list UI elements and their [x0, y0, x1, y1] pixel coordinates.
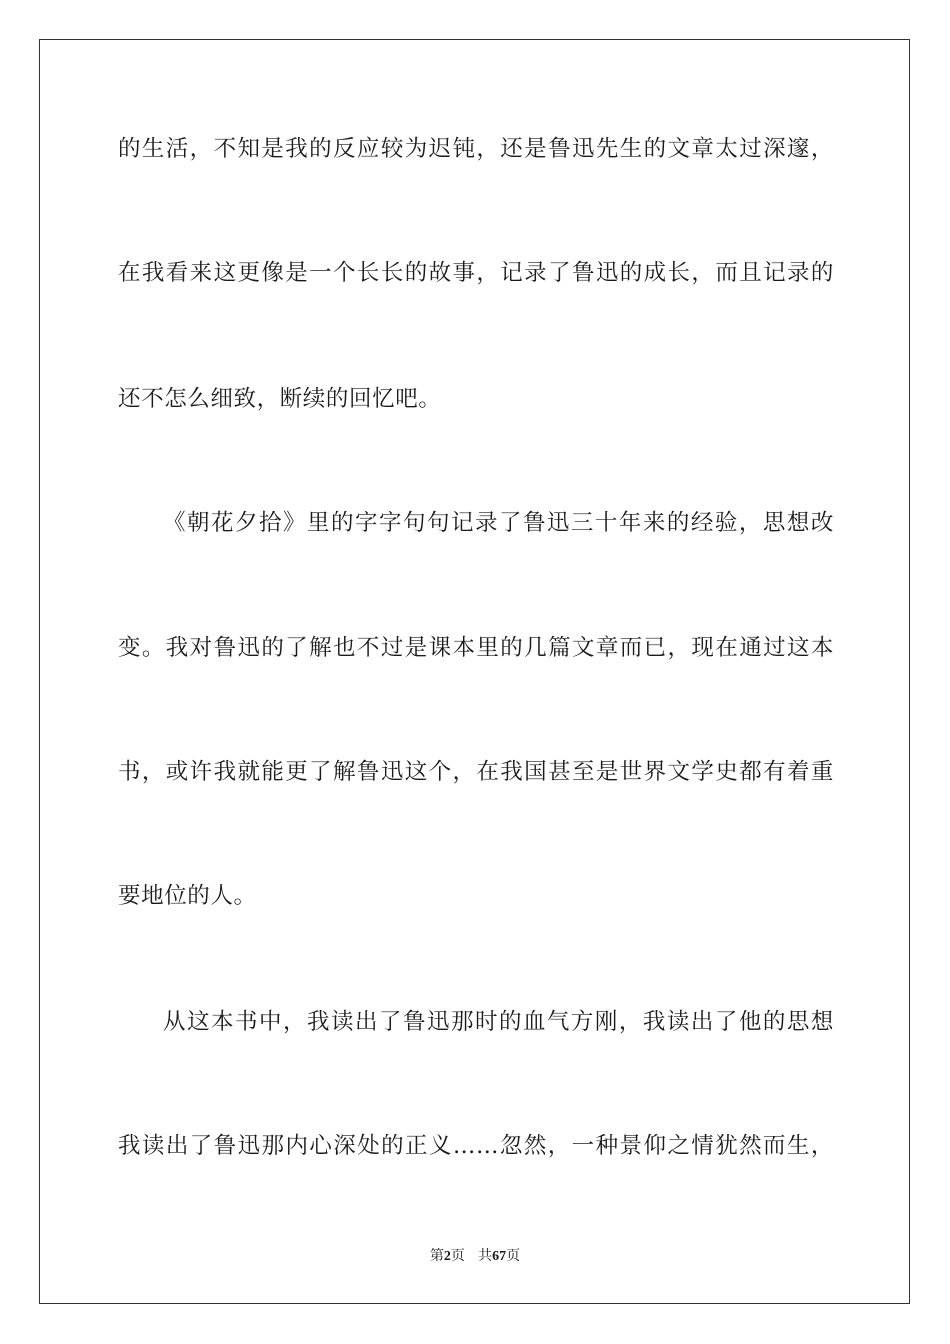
text-line-6: 书，或许我就能更了解鲁迅这个，在我国甚至是世界文学史都有着重: [118, 759, 834, 785]
page-prefix: 第: [429, 1248, 444, 1264]
text-line-3: 还不怎么细致，断续的回忆吧。: [118, 386, 442, 412]
page-suffix: 页: [450, 1248, 465, 1264]
text-line-9: 我读出了鲁迅那内心深处的正义……忽然，一种景仰之情犹然而生，: [118, 1133, 834, 1159]
paragraph-indent-line-1: 《朝花夕拾》里的字字句句记录了鲁迅三十年来的经验，思想改: [163, 510, 834, 536]
total-pages: 67: [492, 1249, 507, 1264]
text-line-1: 的生活，不知是我的反应较为迟钝，还是鲁迅先生的文章太过深邃，: [118, 136, 834, 162]
page-border: [39, 39, 910, 1304]
total-suffix: 页: [506, 1248, 521, 1264]
text-line-5: 变。我对鲁迅的了解也不过是课本里的几篇文章而已，现在通过这本: [118, 635, 834, 661]
paragraph-indent-line-2: 从这本书中，我读出了鲁迅那时的血气方刚，我读出了他的思想: [163, 1009, 834, 1035]
page-number: 2: [443, 1249, 451, 1264]
text-line-2: 在我看来这更像是一个长长的故事，记录了鲁迅的成长，而且记录的: [118, 260, 834, 286]
text-line-7: 要地位的人。: [118, 883, 257, 909]
page-footer: [0, 1246, 950, 1267]
total-prefix: 共: [478, 1248, 493, 1264]
